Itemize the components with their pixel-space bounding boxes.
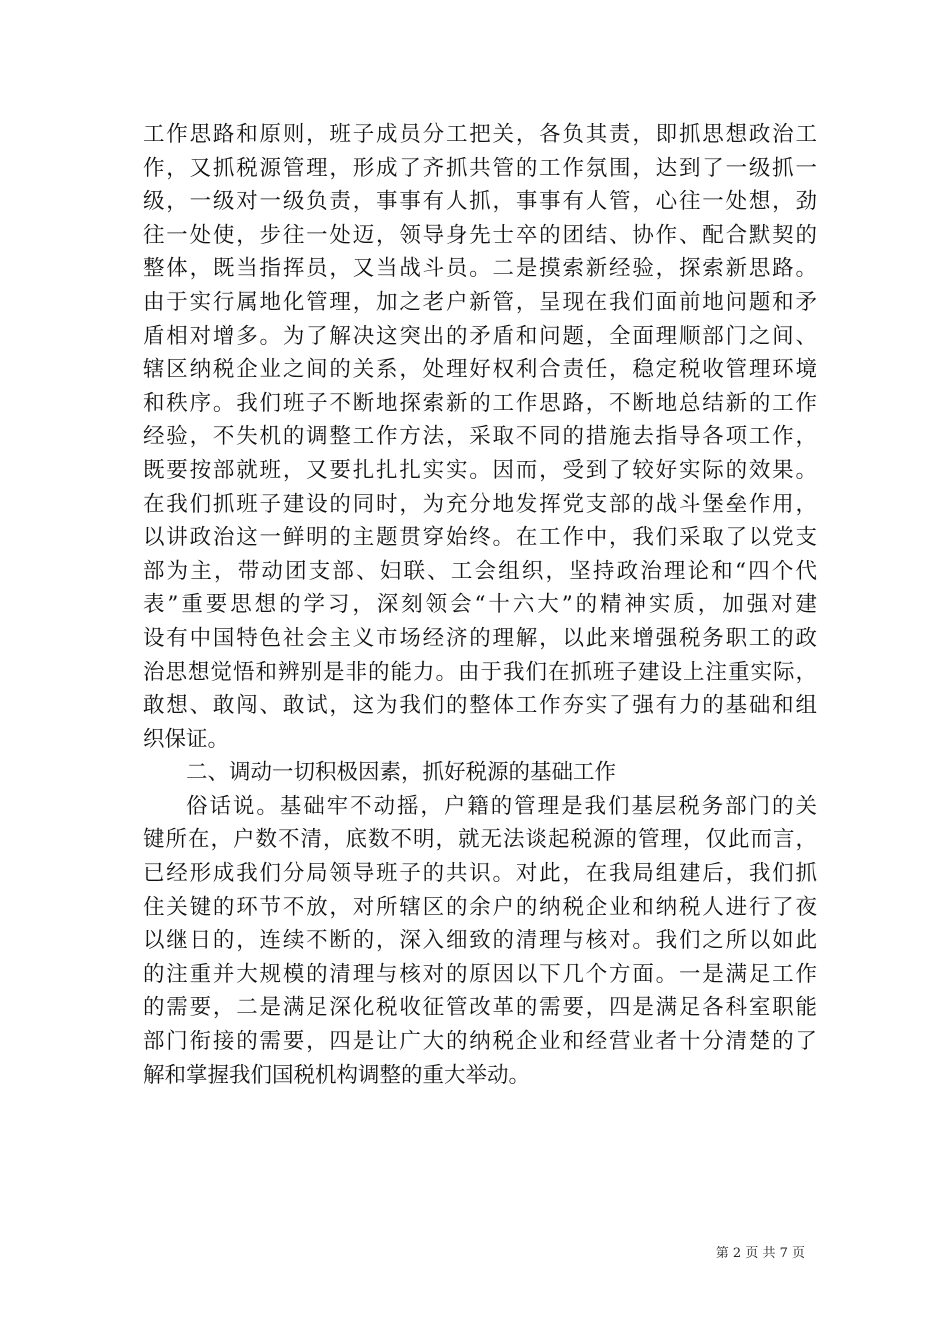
text-line: 工作思路和原则，班子成员分工把关，各负其责，即抓思想政治工 (143, 122, 817, 147)
text-line: 键所在，户数不清，底数不明，就无法谈起税源的管理，仅此而言， (143, 827, 817, 853)
text-line: 部门衔接的需要，四是让广大的纳税企业和经营业者十分清楚的了 (143, 1029, 817, 1055)
text-line: 解和掌握我们国税机构调整的重大举动。 (143, 1062, 531, 1088)
section-heading: 二、调动一切积极因素，抓好税源的基础工作 (186, 760, 617, 786)
text-line: 住关键的环节不放，对所辖区的余户的纳税企业和纳税人进行了夜 (143, 894, 817, 920)
text-line: 已经形成我们分局领导班子的共识。对此，在我局组建后，我们抓 (143, 861, 817, 887)
text-line: 级，一级对一级负责，事事有人抓，事事有人管，心往一处想，劲 (143, 189, 817, 215)
text-line: 织保证。 (143, 726, 230, 752)
page-number: 第 2 页 共 7 页 (715, 1246, 805, 1261)
text-line: 既要按部就班，又要扎扎扎实实。因而，受到了较好实际的效果。 (143, 457, 817, 483)
text-line: 由于实行属地化管理，加之老户新管，呈现在我们面前地问题和矛 (143, 289, 817, 315)
text-line: 经验，不失机的调整工作方法，采取不同的措施去指导各项工作， (143, 424, 817, 450)
text-line: 敢想、敢闯、敢试，这为我们的整体工作夯实了强有力的基础和组 (143, 693, 817, 719)
text-line: 治思想觉悟和辨别是非的能力。由于我们在抓班子建设上注重实际， (143, 659, 817, 685)
text-line: 整体，既当指挥员，又当战斗员。二是摸索新经验，探索新思路。 (143, 256, 817, 282)
text-line: 盾相对增多。为了解决这突出的矛盾和问题，全面理顺部门之间、 (143, 323, 817, 349)
text-line: 部为主，带动团支部、妇联、工会组织，坚持政治理论和“四个代 (143, 558, 817, 584)
text-line: 俗话说。基础牢不动摇，户籍的管理是我们基层税务部门的关 (186, 793, 817, 819)
text-line: 往一处使，步往一处迈，领导身先士卒的团结、协作、配合默契的 (143, 222, 817, 248)
text-line: 以讲政治这一鲜明的主题贯穿始终。在工作中，我们采取了以党支 (143, 525, 817, 551)
text-line: 设有中国特色社会主义市场经济的理解，以此来增强税务职工的政 (143, 625, 817, 651)
text-line: 表”重要思想的学习，深刻领会“十六大”的精神实质，加强对建 (143, 592, 817, 618)
text-line: 和秩序。我们班子不断地探索新的工作思路，不断地总结新的工作 (143, 390, 817, 416)
text-line: 在我们抓班子建设的同时，为充分地发挥党支部的战斗堡垒作用， (143, 491, 817, 517)
text-line: 的注重并大规模的清理与核对的原因以下几个方面。一是满足工作 (143, 961, 817, 987)
text-line: 作，又抓税源管理，形成了齐抓共管的工作氛围，达到了一级抓一 (143, 155, 817, 181)
document-body (143, 118, 817, 1092)
text-line: 辖区纳税企业之间的关系，处理好权利合责任，稳定税收管理环境 (143, 357, 817, 383)
text-line: 的需要，二是满足深化税收征管改革的需要，四是满足各科室职能 (143, 995, 817, 1021)
text-line: 以继日的，连续不断的，深入细致的清理与核对。我们之所以如此 (143, 928, 817, 954)
